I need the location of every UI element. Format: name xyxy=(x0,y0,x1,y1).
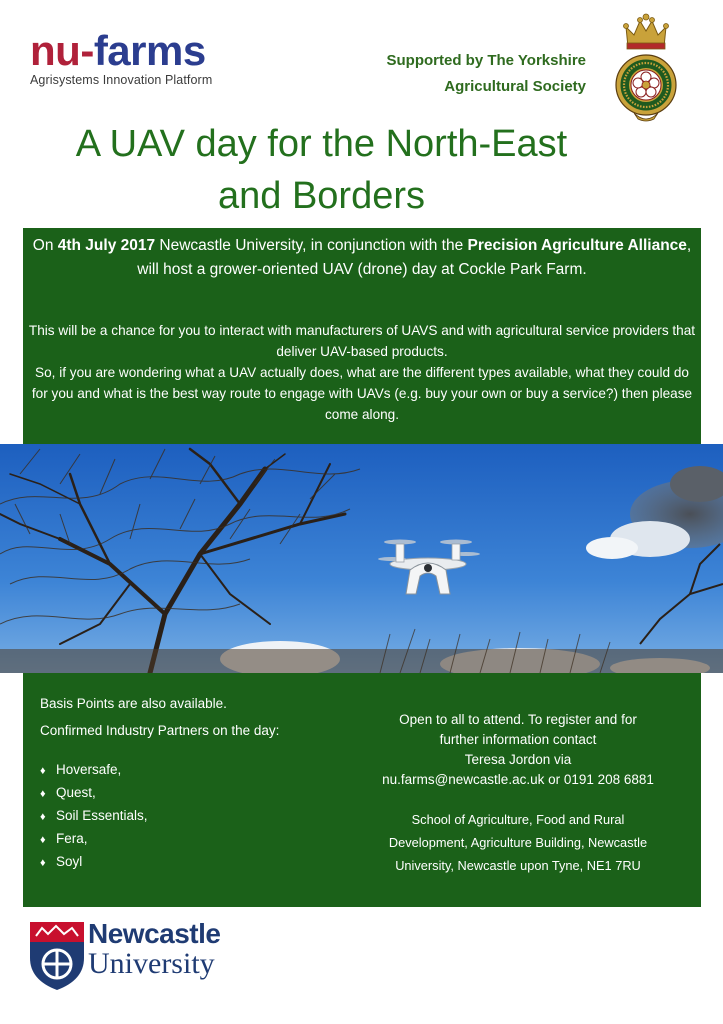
logo-dash-text: - xyxy=(80,27,94,74)
contact-line-1: Open to all to attend. To register and for xyxy=(399,712,637,727)
address-block xyxy=(368,808,668,877)
partner-item xyxy=(40,759,148,782)
address-line-1: School of Agriculture, Food and Rural xyxy=(411,812,625,827)
supported-line-2: Agricultural Society xyxy=(444,78,586,95)
address-line-2: Development, Agriculture Building, Newcastle xyxy=(388,835,648,850)
diamond-bullet-icon: ♦ xyxy=(40,788,46,800)
partner-item xyxy=(40,851,148,874)
newcastle-university-logo xyxy=(28,920,248,992)
nu-farms-logo xyxy=(30,27,213,87)
headline-line-1: A UAV day for the North-East xyxy=(75,123,568,165)
diamond-bullet-icon: ♦ xyxy=(40,834,46,846)
yorkshire-agricultural-society-seal xyxy=(614,13,678,125)
partners-heading: Confirmed Industry Partners on the day: xyxy=(40,723,280,738)
partner-item xyxy=(40,782,148,805)
partner-name: Quest, xyxy=(56,785,96,800)
contact-line-3: Teresa Jordon via xyxy=(464,752,572,767)
university-word-1: Newcastle xyxy=(88,918,221,949)
intro-end-text: , will host a grower-oriented UAV (drone) day at Cockle Park Farm. xyxy=(137,237,692,278)
diamond-bullet-icon: ♦ xyxy=(40,857,46,869)
contact-email-phone[interactable]: nu.farms@newcastle.ac.uk or 0191 208 6881 xyxy=(382,772,654,787)
basis-points-text: Basis Points are also available. xyxy=(40,696,227,711)
logo-nu-text: nu xyxy=(30,27,81,74)
intro-paragraph-1 xyxy=(31,234,693,282)
partner-item xyxy=(40,828,148,851)
event-date: 4th July 2017 xyxy=(57,237,156,254)
headline xyxy=(0,118,723,222)
headline-line-2: and Borders xyxy=(217,175,425,217)
partner-name: Fera, xyxy=(56,831,88,846)
diamond-bullet-icon: ♦ xyxy=(40,765,46,777)
details-box xyxy=(23,673,701,907)
organisation-name: Precision Agriculture Alliance xyxy=(467,237,687,254)
partner-item xyxy=(40,805,148,828)
contact-line-2: further information contact xyxy=(439,732,597,747)
drone-photo xyxy=(0,444,723,673)
partners-list xyxy=(40,759,148,874)
address-line-3: University, Newcastle upon Tyne, NE1 7RU xyxy=(395,858,641,873)
university-word-2: University xyxy=(88,947,215,980)
university-wordmark xyxy=(88,919,220,979)
intro-paragraph-2-line-1: This will be a chance for you to interact with manufacturers of UAVS and with agricultural service providers that deliver UAV-based products. xyxy=(28,323,696,359)
logo-tagline: Agrisystems Innovation Platform xyxy=(30,73,213,87)
partner-name: Hoversafe, xyxy=(56,762,122,777)
crown-icon xyxy=(624,14,669,49)
contact-info xyxy=(368,710,668,790)
diamond-bullet-icon: ♦ xyxy=(40,811,46,823)
intro-paragraph-2 xyxy=(27,320,697,425)
intro-box xyxy=(23,228,701,444)
supported-by-text xyxy=(387,48,586,100)
supported-line-1: Supported by The Yorkshire xyxy=(386,52,586,69)
partner-name: Soil Essentials, xyxy=(56,808,148,823)
intro-on-text: On xyxy=(32,237,58,254)
intro-paragraph-2-line-2: So, if you are wondering what a UAV actually does, what are the different types available, what they could do for you and what is the best way route to engage with UAVs (e.g. buy your own or buy a service?) then please come along. xyxy=(31,365,693,422)
partner-name: Soyl xyxy=(56,854,83,869)
logo-farms-text: farms xyxy=(93,27,206,74)
intro-mid-text: Newcastle University, in conjunction with the xyxy=(155,237,468,254)
university-shield-icon xyxy=(28,920,86,992)
